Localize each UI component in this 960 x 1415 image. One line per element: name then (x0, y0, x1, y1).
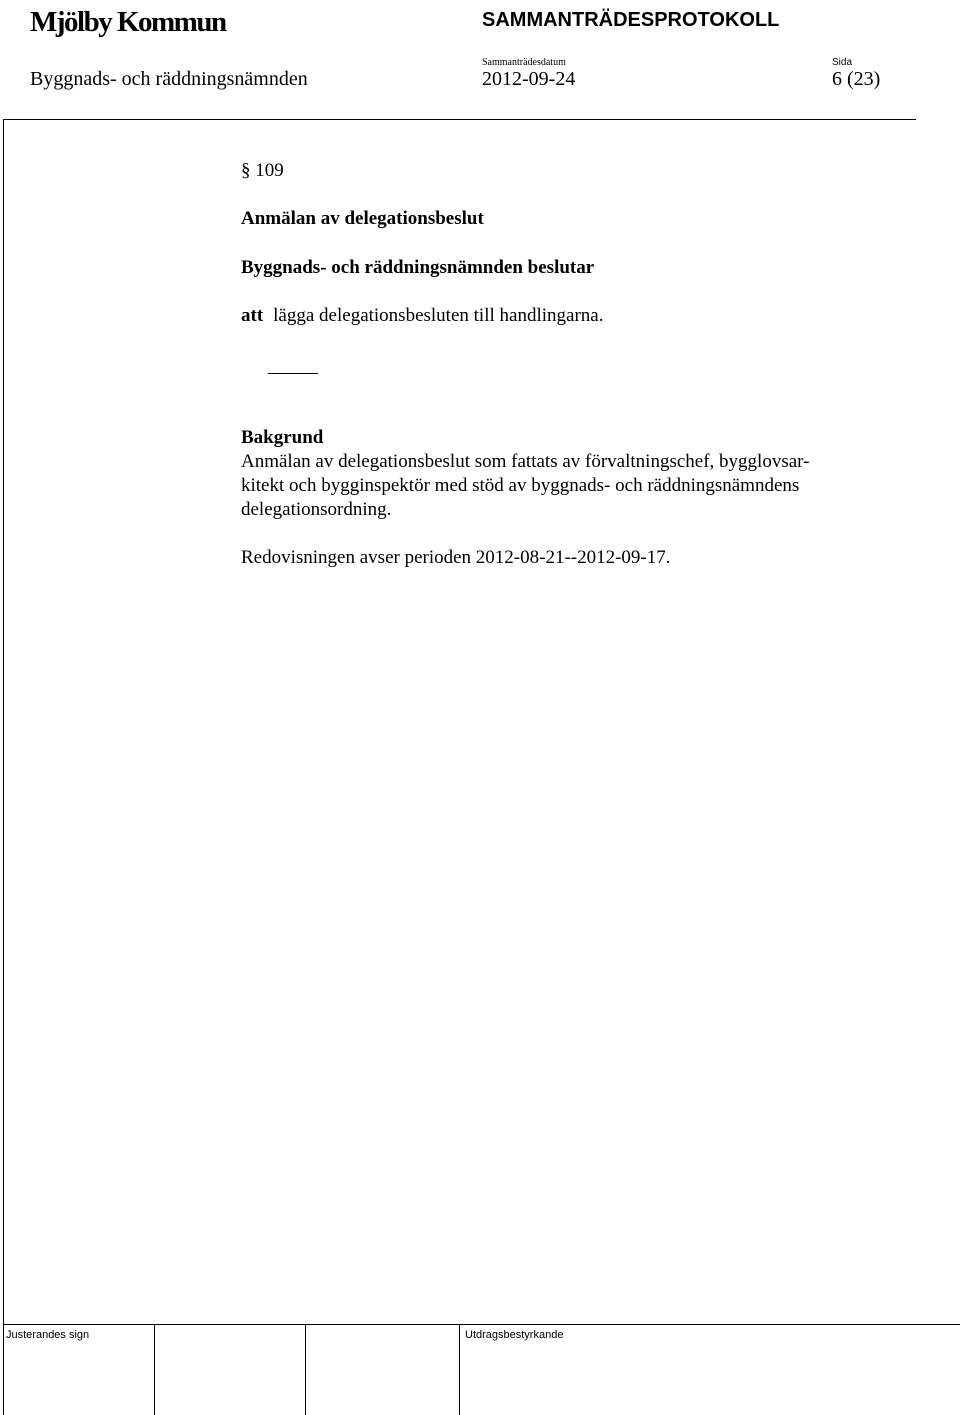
footer-divider (3, 1324, 960, 1325)
reporting-period: Redovisningen avser perioden 2012-08-21--2012-09-17. (241, 547, 671, 568)
background-heading: Bakgrund (241, 427, 324, 448)
background-line: kitekt och bygginspektör med stöd av byggnads- och räddningsnämndens (241, 475, 800, 496)
section-separator (268, 373, 318, 374)
date-label: Sammanträdesdatum (482, 57, 566, 68)
committee-name: Byggnads- och räddningsnämnden (30, 68, 308, 90)
meeting-date: 2012-09-24 (482, 68, 576, 90)
footer-sign-box-divider (305, 1324, 306, 1415)
paragraph-number: § 109 (241, 160, 284, 181)
certifier-label: Utdragsbestyrkande (465, 1329, 564, 1341)
header-divider (3, 119, 916, 120)
background-text (241, 450, 881, 522)
sign-label: Justerandes sign (6, 1329, 90, 1341)
decision-att: att (241, 305, 264, 326)
municipality-logo: Mjölby Kommun (30, 6, 226, 38)
page-number: 6 (23) (832, 68, 881, 90)
document-type: SAMMANTRÄDESPROTOKOLL (482, 9, 780, 31)
section-title: Anmälan av delegationsbeslut (241, 208, 484, 229)
decision-text: lägga delegationsbesluten till handlingarna. (273, 305, 604, 326)
background-line: Anmälan av delegationsbeslut som fattats av förvaltningschef, bygglovsar- (241, 451, 810, 472)
decision-heading: Byggnads- och räddningsnämnden beslutar (241, 257, 595, 278)
footer-sign-box-divider (154, 1324, 155, 1415)
page-label: Sida (832, 57, 853, 68)
left-margin-line (3, 119, 4, 1415)
decision-statement (241, 305, 603, 327)
background-line: delegationsordning. (241, 499, 392, 520)
footer-sign-box-divider (459, 1324, 460, 1415)
